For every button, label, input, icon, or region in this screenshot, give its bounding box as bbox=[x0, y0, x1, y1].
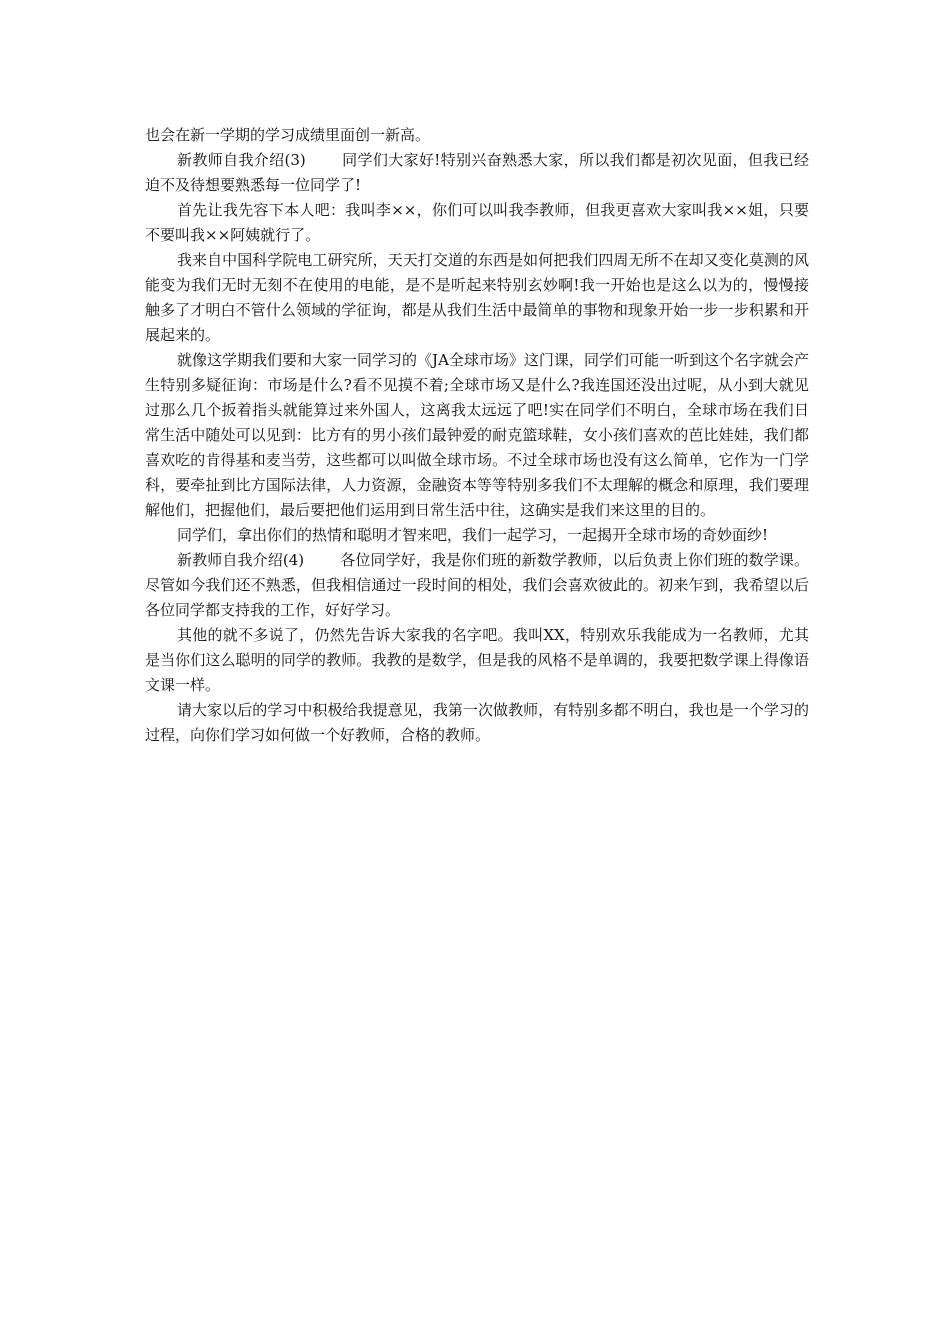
paragraph-text: 同学们大家好!特别兴奋熟悉大家，所以我们都是初次见面，但我已经迫不及待想要熟悉每一位同学了! bbox=[145, 151, 810, 194]
paragraph-8 bbox=[145, 623, 809, 698]
paragraph-text: 就像这学期我们要和大家一同学习的《JA全球市场》这门课，同学们可能一听到这个名字就会产生特别多疑征询：市场是什么?看不见摸不着;全球市场又是什么?我连国还没出过呢，从小到大就见过那么几个扳着指头就能算过来外国人，这离我太远远了吧!实在同学们不明白，全球市场在我们日常生活中随处可以见到：比方有的男小孩们最钟爱的耐克篮球鞋，女小孩们喜欢的芭比娃娃，我们都喜欢吃的肯得基和麦当劳，这些都可以叫做全球市场。不过全球市场也没有这么简单，它作为一门学科，要牵扯到比方国际法律，人力资源，金融资本等等特别多我们不太理解的概念和原理，我们要理解他们，把握他们，最后要把他们运用到日常生活中往，这确实是我们来这里的目的。 bbox=[145, 351, 809, 519]
paragraph-1 bbox=[145, 123, 809, 148]
paragraph-text: 我来自中国科学院电工研究所，天天打交道的东西是如何把我们四周无所不在却又变化莫测的风能变为我们无时无刻不在使用的电能，是不是听起来特别玄妙啊!我一开始也是这么以为的，慢慢接触多了才明白不管什么领域的学征询，都是从我们生活中最简单的事物和现象开始一步一步积累和开展起来的。 bbox=[145, 251, 809, 344]
paragraph-text: 首先让我先容下本人吧：我叫李××，你们可以叫我李教师，但我更喜欢大家叫我××姐，只要不要叫我××阿姨就行了。 bbox=[145, 201, 809, 244]
paragraph-6 bbox=[145, 523, 809, 548]
paragraph-9 bbox=[145, 698, 809, 748]
paragraph-3 bbox=[145, 198, 809, 248]
document-body bbox=[145, 123, 809, 748]
paragraph-text: 也会在新一学期的学习成绩里面创一新高。 bbox=[145, 126, 431, 144]
paragraph-2 bbox=[145, 148, 809, 198]
paragraph-text: 其他的就不多说了，仍然先告诉大家我的名字吧。我叫XX，特别欢乐我能成为一名教师，尤其是当你们这么聪明的同学的教师。我教的是数学，但是我的风格不是单调的，我要把数学课上得像语文课一样。 bbox=[145, 626, 809, 694]
paragraph-7 bbox=[145, 548, 809, 623]
paragraph-text: 请大家以后的学习中积极给我提意见，我第一次做教师，有特别多都不明白，我也是一个学习的过程，向你们学习如何做一个好教师，合格的教师。 bbox=[145, 701, 809, 744]
paragraph-text: 各位同学好，我是你们班的新数学教师，以后负责上你们班的数学课。尽管如今我们还不熟悉，但我相信通过一段时间的相处，我们会喜欢彼此的。初来乍到，我希望以后各位同学都支持我的工作，好好学习。 bbox=[145, 551, 809, 619]
paragraph-4 bbox=[145, 248, 809, 348]
paragraph-5 bbox=[145, 348, 809, 523]
section-heading-3: 新教师自我介绍(3) bbox=[177, 151, 306, 169]
paragraph-text: 同学们，拿出你们的热情和聪明才智来吧，我们一起学习，一起揭开全球市场的奇妙面纱! bbox=[177, 526, 769, 544]
section-heading-4: 新教师自我介绍(4) bbox=[177, 551, 305, 569]
